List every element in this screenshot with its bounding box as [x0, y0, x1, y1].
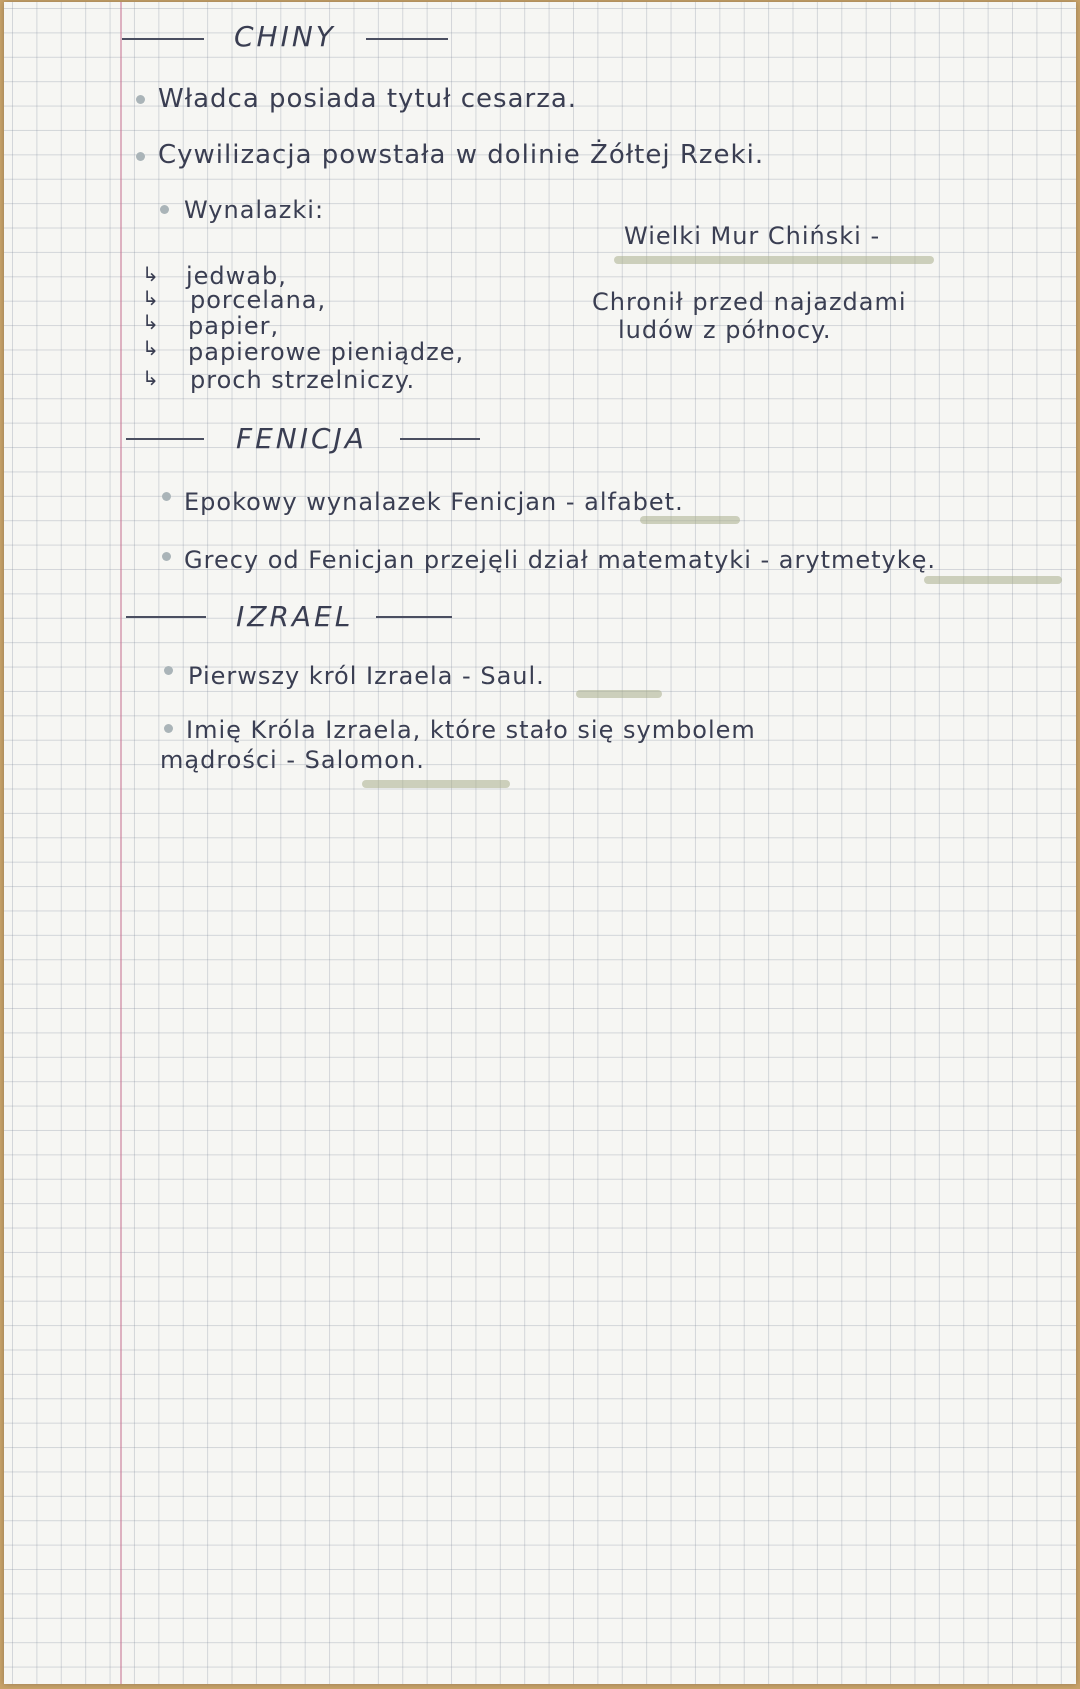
notebook-page — [4, 2, 1076, 1684]
bullet — [136, 152, 145, 161]
bullet — [136, 95, 145, 104]
heading-rule-left — [122, 38, 204, 40]
heading-rule-right — [400, 438, 480, 440]
inventions-label: Wynalazki: — [184, 196, 325, 224]
heading-rule-right — [366, 38, 448, 40]
invention-item: jedwab, — [186, 262, 287, 290]
bullet — [162, 492, 171, 501]
highlighter-mark — [576, 690, 662, 698]
chiny-line-1: Władca posiada tytuł cesarza. — [158, 84, 578, 114]
bullet — [164, 724, 173, 733]
arrow-icon: ↳ — [142, 336, 159, 360]
invention-item: proch strzelniczy. — [190, 366, 416, 394]
invention-item: papier, — [188, 312, 280, 340]
arrow-icon: ↳ — [142, 310, 159, 334]
bullet — [162, 552, 171, 561]
bullet — [160, 205, 169, 214]
arrow-icon: ↳ — [142, 366, 159, 390]
heading-izrael: IZRAEL — [236, 600, 354, 633]
heading-rule-left — [126, 616, 206, 618]
invention-item: porcelana, — [190, 286, 327, 314]
fenicja-line-2: Grecy od Fenicjan przejęli dział matematyki - arytmetykę. — [184, 546, 937, 574]
heading-rule-right — [376, 616, 452, 618]
highlighter-mark — [362, 780, 510, 788]
heading-rule-left — [126, 438, 204, 440]
fenicja-line-1: Epokowy wynalazek Fenicjan - alfabet. — [184, 488, 684, 516]
heading-fenicja: FENICJA — [236, 422, 367, 455]
izrael-line-2b: mądrości - Salomon. — [160, 746, 425, 774]
highlighter-mark — [924, 576, 1062, 584]
wall-line-2: ludów z północy. — [618, 316, 832, 344]
highlighter-mark — [614, 256, 934, 264]
izrael-line-1: Pierwszy król Izraela - Saul. — [188, 662, 545, 690]
wall-title: Wielki Mur Chiński - — [624, 222, 881, 250]
chiny-line-2: Cywilizacja powstała w dolinie Żółtej Rzeki. — [158, 140, 765, 170]
bullet — [164, 666, 173, 675]
invention-item: papierowe pieniądze, — [188, 338, 465, 366]
wall-line-1: Chronił przed najazdami — [592, 288, 907, 316]
heading-chiny: CHINY — [234, 20, 336, 53]
arrow-icon: ↳ — [142, 262, 159, 286]
izrael-line-2a: Imię Króla Izraela, które stało się symbolem — [186, 716, 756, 744]
arrow-icon: ↳ — [142, 286, 159, 310]
highlighter-mark — [640, 516, 740, 524]
margin-line — [120, 2, 122, 1684]
